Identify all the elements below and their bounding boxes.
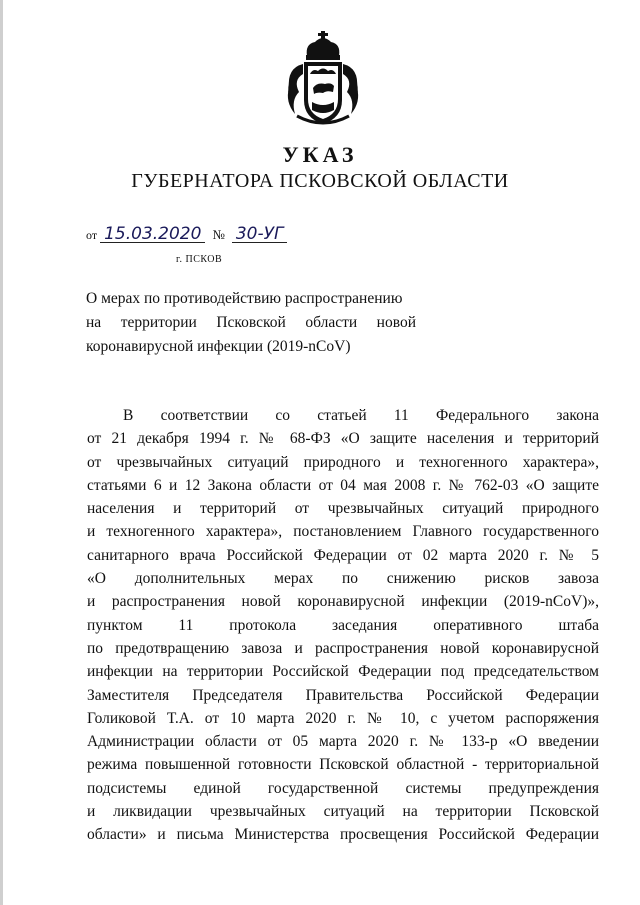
body-line: от 21 декабря 1994 г. № 68-ФЗ «О защите населения и территорий xyxy=(87,430,599,448)
body-line: от чрезвычайных ситуаций природного и техногенного характера», xyxy=(87,453,599,471)
body-line: и техногенного характера», постановлением Главного государственного xyxy=(87,523,599,541)
body-line: области» и письма Министерства просвещения Российской Федерации xyxy=(87,826,599,844)
body-line: «О дополнительных мерах по снижению рисков завоза xyxy=(87,570,599,588)
subject-line: коронавирусной инфекции (2019-nCoV) xyxy=(86,338,351,355)
body-line: по предотвращению завоза и распространения новой коронавирусной xyxy=(87,639,599,657)
body-line: населения и территорий от чрезвычайных ситуаций природного xyxy=(87,500,599,518)
date-prefix: от xyxy=(86,228,98,242)
dateline xyxy=(86,226,287,243)
body-line: и распространения новой коронавирусной инфекции (2019-nCoV)», xyxy=(87,593,599,611)
document-subtitle: ГУБЕРНАТОРА ПСКОВСКОЙ ОБЛАСТИ xyxy=(131,170,509,192)
body-line: В соответствии со статьей 11 Федерального закона xyxy=(123,407,599,424)
scan-edge xyxy=(0,0,3,905)
coat-of-arms-icon xyxy=(283,30,363,130)
document-title: УКАЗ xyxy=(282,142,358,167)
body-line: режима повышенной готовности Псковской областной - территориальной xyxy=(87,756,599,774)
body-line: Голиковой Т.А. от 10 марта 2020 г. № 10, с учетом распоряжения xyxy=(87,709,599,727)
body-line: Заместителя Председателя Правительства Российской Федерации xyxy=(87,686,599,704)
subject-heading xyxy=(86,287,416,359)
body-line: Администрации области от 05 марта 2020 г. № 133-р «О введении xyxy=(87,733,599,751)
body-line: статьями 6 и 12 Закона области от 04 мая 2008 г. № 762-03 «О защите xyxy=(87,476,599,494)
body-paragraph xyxy=(87,404,599,847)
handwritten-number: 30-УГ xyxy=(232,226,288,243)
handwritten-date: 15.03.2020 xyxy=(100,226,205,243)
subject-line: О мерах по противодействию распространению xyxy=(86,290,403,307)
body-line: пунктом 11 протокола заседания оперативного штаба xyxy=(87,616,599,634)
city-label: г. ПСКОВ xyxy=(176,254,223,265)
body-line: санитарного врача Российской Федерации от 02 марта 2020 г. № 5 xyxy=(87,546,599,564)
number-sign: № xyxy=(212,227,225,242)
body-line: и ликвидации чрезвычайных ситуаций на территории Псковской xyxy=(87,803,599,821)
body-line: инфекции на территории Российской Федерации под председательством xyxy=(87,663,599,681)
body-line: подсистемы единой государственной системы предупреждения xyxy=(87,779,599,797)
subject-line: на территории Псковской области новой xyxy=(86,314,416,331)
